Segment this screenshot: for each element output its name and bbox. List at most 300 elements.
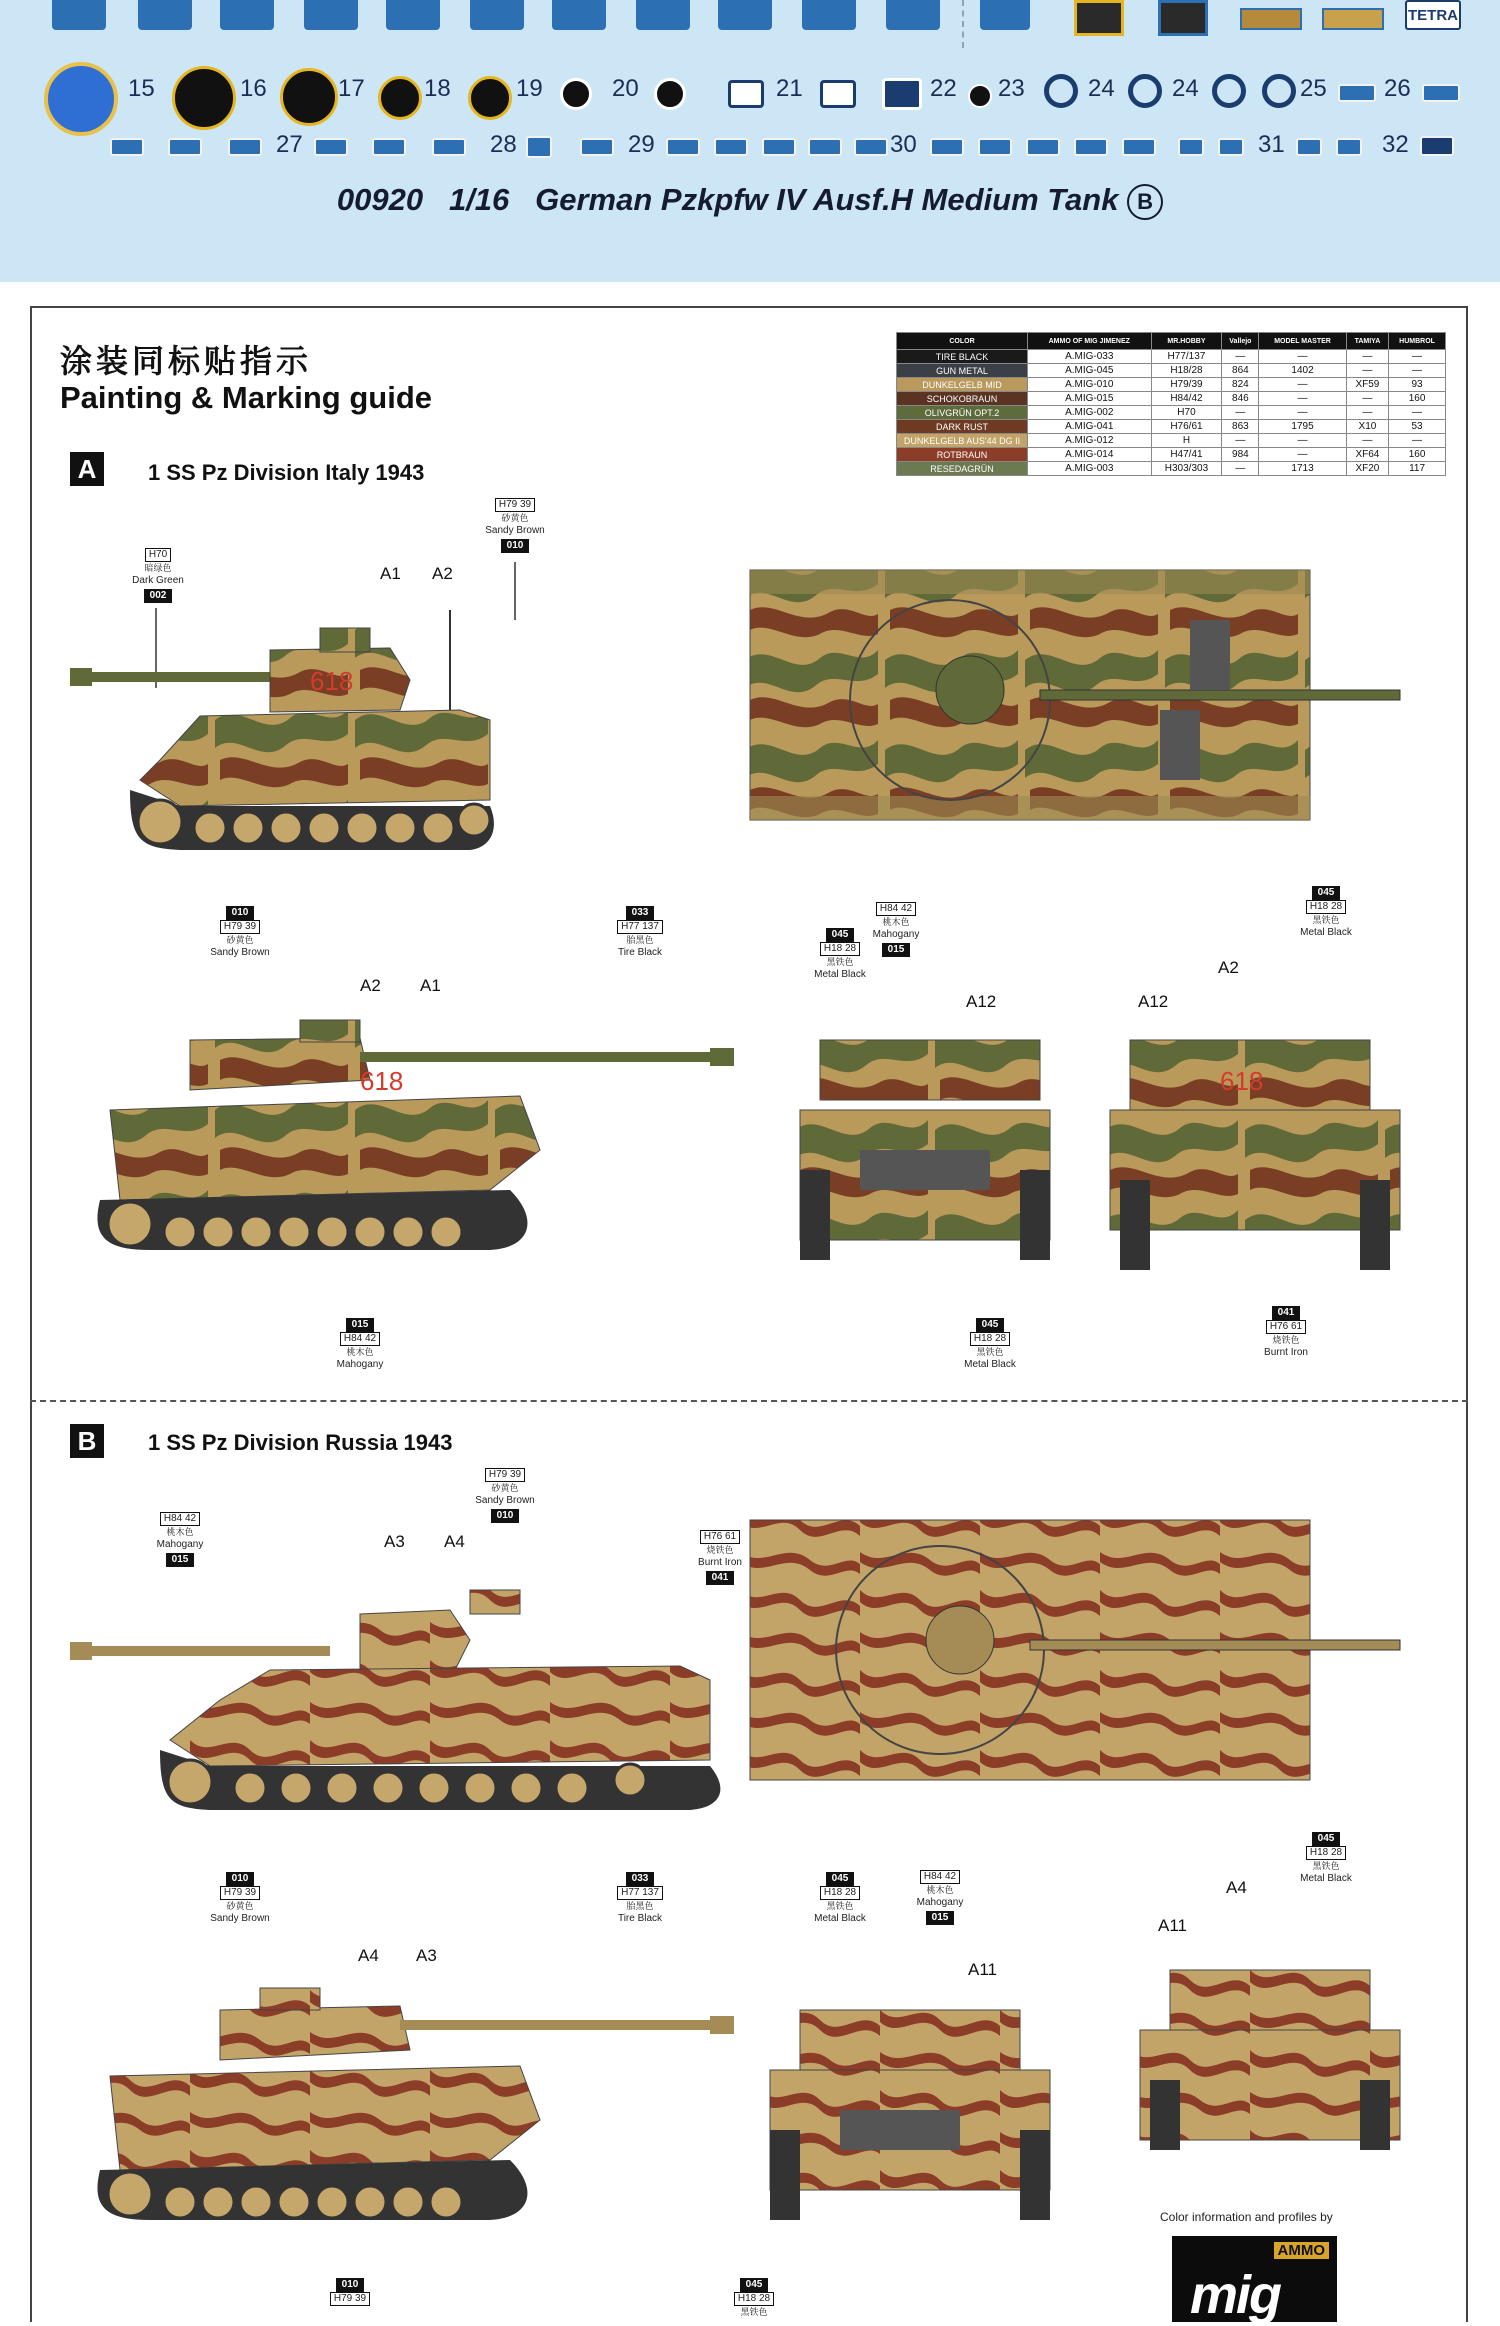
scheme-b-side-view-left xyxy=(70,1570,750,1830)
callout-burnt-iron xyxy=(1246,1304,1326,1359)
dot-decal-icon xyxy=(968,84,992,108)
hobby-code: H77 137 xyxy=(617,920,663,934)
plate-decal-icon xyxy=(372,138,406,156)
ammo-mig-logo xyxy=(1172,2236,1337,2325)
hobby-code: H70 xyxy=(145,548,171,562)
table-cell: 160 xyxy=(1389,448,1446,462)
plate-decal-icon xyxy=(762,138,796,156)
callout-mahogany xyxy=(140,1512,220,1567)
table-cell: A.MIG-002 xyxy=(1028,406,1152,420)
ammo-code: 041 xyxy=(1272,1306,1301,1320)
table-cell: H xyxy=(1151,434,1222,448)
colour-name-cn: 砂黄色 xyxy=(491,1483,519,1493)
hobby-code: H84 42 xyxy=(876,902,916,916)
table-cell: — xyxy=(1259,378,1346,392)
plate-decal-icon xyxy=(110,138,144,156)
product-code: 00920 xyxy=(336,182,424,217)
table-cell: 93 xyxy=(1389,378,1446,392)
colour-name-cn: 黑铁色 xyxy=(826,957,854,967)
data-plate-decal xyxy=(1322,8,1384,30)
callout-metal-black xyxy=(724,2276,784,2319)
table-cell: — xyxy=(1346,392,1388,406)
ring-decal-icon xyxy=(1212,74,1246,108)
table-cell: — xyxy=(1222,350,1259,364)
scheme-a-front-view xyxy=(790,1020,1060,1280)
colour-reference-table xyxy=(896,332,1446,476)
logo-badge: AMMO xyxy=(1274,2242,1330,2259)
table-cell: — xyxy=(1222,462,1259,476)
decal-number: 21 xyxy=(776,75,803,102)
decal-number: 30 xyxy=(890,131,917,158)
colour-name-cn: 胎黑色 xyxy=(626,935,654,945)
ammo-code: 015 xyxy=(346,1318,375,1332)
colour-name-en: Metal Black xyxy=(1300,927,1352,938)
decal-label xyxy=(470,0,524,30)
guide-title-cn: 涂装同标贴指示 xyxy=(60,343,313,379)
turret-number: 618 xyxy=(1220,1066,1264,1096)
decal-label xyxy=(636,0,690,30)
ammo-code: 045 xyxy=(1312,1832,1341,1846)
scheme-a-badge: A xyxy=(70,452,104,486)
colour-swatch-cell: TIRE BLACK xyxy=(897,350,1028,364)
ammo-code: 045 xyxy=(826,928,855,942)
colour-name-cn: 黑铁色 xyxy=(976,1347,1004,1357)
plate-decal-icon xyxy=(526,136,552,158)
callout-mahogany xyxy=(856,902,936,957)
callout-metal-black xyxy=(800,1870,880,1925)
decal-top-strip xyxy=(0,0,1500,36)
table-cell: 1795 xyxy=(1259,420,1346,434)
colour-swatch-cell: ROTBRAUN xyxy=(897,448,1028,462)
table-cell: — xyxy=(1346,364,1388,378)
ammo-code: 010 xyxy=(226,906,255,920)
scheme-a-side-view-right xyxy=(70,1000,750,1260)
scheme-b-badge: B xyxy=(70,1424,104,1458)
plate-decal-icon xyxy=(580,138,614,156)
callout-metal-black xyxy=(1286,884,1366,939)
product-name: German Pzkpfw IV Ausf.H Medium Tank xyxy=(535,182,1119,217)
dial-decal-icon xyxy=(654,78,686,110)
decal-number: 31 xyxy=(1258,131,1285,158)
table-cell: — xyxy=(1259,392,1346,406)
ammo-code: 010 xyxy=(501,539,530,553)
table-cell: XF59 xyxy=(1346,378,1388,392)
decal-number: 24 xyxy=(1172,75,1199,102)
table-row xyxy=(897,378,1446,392)
callout-sandy-brown xyxy=(320,2276,380,2306)
hobby-code: H79 39 xyxy=(220,920,260,934)
colour-name-cn: 桃木色 xyxy=(926,1885,954,1895)
table-cell: 117 xyxy=(1389,462,1446,476)
table-row xyxy=(897,350,1446,364)
data-plate-decal xyxy=(1240,8,1302,30)
table-header: COLOR xyxy=(897,333,1028,350)
panel-decal-icon xyxy=(820,80,856,108)
ammo-code: 010 xyxy=(336,2278,365,2292)
marker-label: A3 xyxy=(384,1532,405,1551)
scheme-a-side-view-left xyxy=(70,610,750,870)
ammo-code: 010 xyxy=(226,1872,255,1886)
table-cell: — xyxy=(1346,406,1388,420)
table-cell: A.MIG-010 xyxy=(1028,378,1152,392)
colour-name-cn: 桃木色 xyxy=(166,1527,194,1537)
scheme-b-top-view xyxy=(740,1500,1420,1800)
colour-name-en: Sandy Brown xyxy=(475,1495,535,1506)
table-header: MODEL MASTER xyxy=(1259,333,1346,350)
colour-swatch-cell: DUNKELGELB AUS'44 DG II xyxy=(897,434,1028,448)
scheme-b-title: 1 SS Pz Division Russia 1943 xyxy=(148,1430,453,1455)
table-cell: H47/41 xyxy=(1151,448,1222,462)
marker-label: A2 xyxy=(1218,958,1239,977)
guide-title-en: Painting & Marking guide xyxy=(60,380,433,415)
product-scale: 1/16 xyxy=(448,182,510,217)
table-cell: — xyxy=(1346,434,1388,448)
plate-decal-icon xyxy=(314,138,348,156)
hobby-code: H77 137 xyxy=(617,1886,663,1900)
scheme-b-side-view-right xyxy=(70,1980,750,2230)
instrument-decal xyxy=(1074,0,1124,36)
table-cell: H84/42 xyxy=(1151,392,1222,406)
table-row xyxy=(897,434,1446,448)
decal-number: 17 xyxy=(338,75,365,102)
ammo-code: 041 xyxy=(706,1571,735,1585)
hobby-code: H79 39 xyxy=(495,498,535,512)
ring-decal-icon xyxy=(1128,74,1162,108)
table-cell: — xyxy=(1389,434,1446,448)
colour-swatch-cell: DUNKELGELB MID xyxy=(897,378,1028,392)
colour-name-cn: 暗绿色 xyxy=(144,563,172,573)
colour-name-en: Sandy Brown xyxy=(210,1913,270,1924)
table-cell: — xyxy=(1389,364,1446,378)
table-cell: 160 xyxy=(1389,392,1446,406)
table-row xyxy=(897,420,1446,434)
table-cell: H77/137 xyxy=(1151,350,1222,364)
table-cell: H70 xyxy=(1151,406,1222,420)
scheme-a-top-view xyxy=(740,550,1420,840)
colour-name-en: Metal Black xyxy=(814,969,866,980)
table-cell: — xyxy=(1346,350,1388,364)
table-cell: 824 xyxy=(1222,378,1259,392)
colour-name-en: Burnt Iron xyxy=(1264,1347,1308,1358)
colour-name-cn: 桃木色 xyxy=(882,917,910,927)
scheme-a-title: 1 SS Pz Division Italy 1943 xyxy=(148,460,425,485)
marker-label: A1 xyxy=(380,564,401,583)
ring-decal-icon xyxy=(1262,74,1296,108)
product-title xyxy=(0,182,1500,220)
colour-swatch-cell: RESEDAGRÜN xyxy=(897,462,1028,476)
hobby-code: H79 39 xyxy=(220,1886,260,1900)
ring-decal-icon xyxy=(1044,74,1078,108)
decal-label xyxy=(138,0,192,30)
callout-sandy-brown xyxy=(200,904,280,959)
decal-number: 18 xyxy=(424,75,451,102)
decal-number: 22 xyxy=(930,75,957,102)
ammo-code: 045 xyxy=(826,1872,855,1886)
colour-name-cn: 黑铁色 xyxy=(1312,915,1340,925)
table-cell: — xyxy=(1389,406,1446,420)
turret-number: 618 xyxy=(360,1066,404,1096)
decal-divider xyxy=(962,0,964,48)
colour-name-cn: 烧铁色 xyxy=(1272,1335,1300,1345)
plate-decal-icon xyxy=(666,138,700,156)
decal-label xyxy=(802,0,856,30)
table-cell: A.MIG-012 xyxy=(1028,434,1152,448)
plate-decal-icon xyxy=(1336,138,1362,156)
scheme-divider xyxy=(30,1400,1468,1402)
table-cell: 1713 xyxy=(1259,462,1346,476)
colour-name-cn: 桃木色 xyxy=(346,1347,374,1357)
scheme-b-front-view xyxy=(760,2000,1060,2230)
turret-number: 618 xyxy=(310,666,354,696)
hobby-code: H79 39 xyxy=(485,1468,525,1482)
table-cell: H76/61 xyxy=(1151,420,1222,434)
marker-label: A2 xyxy=(432,564,453,583)
scheme-b-rear-view xyxy=(1130,1960,1410,2160)
compass-decal-icon xyxy=(44,62,118,136)
gauge-decal-icon xyxy=(172,66,236,130)
marker-label: A11 xyxy=(1158,1916,1187,1935)
plate-decal-icon xyxy=(854,138,888,156)
decal-label xyxy=(304,0,358,30)
plate-decal-icon xyxy=(930,138,964,156)
plate-decal-icon xyxy=(1074,138,1108,156)
gauge-decal-icon xyxy=(378,76,422,120)
table-cell: 984 xyxy=(1222,448,1259,462)
table-cell: 846 xyxy=(1222,392,1259,406)
decal-row-gauges xyxy=(0,60,1500,120)
decal-label xyxy=(52,0,106,30)
table-cell: A.MIG-045 xyxy=(1028,364,1152,378)
plate-decal-icon xyxy=(432,138,466,156)
callout-metal-black xyxy=(1286,1830,1366,1885)
gun-barrel xyxy=(80,672,290,682)
table-cell: A.MIG-003 xyxy=(1028,462,1152,476)
colour-name-cn: 胎黑色 xyxy=(626,1901,654,1911)
ammo-code: 010 xyxy=(491,1509,520,1523)
hobby-code: H18 28 xyxy=(970,1332,1010,1346)
decal-label xyxy=(718,0,772,30)
panel-decal-icon xyxy=(882,78,922,110)
table-cell: — xyxy=(1259,434,1346,448)
ammo-code: 045 xyxy=(740,2278,769,2292)
table-header: MR.HOBBY xyxy=(1151,333,1222,350)
table-cell: — xyxy=(1259,350,1346,364)
colour-name-cn: 烧铁色 xyxy=(706,1545,734,1555)
callout-mahogany xyxy=(320,1316,400,1371)
marker-label: A4 xyxy=(1226,1878,1247,1897)
colour-name-cn: 黑铁色 xyxy=(826,1901,854,1911)
callout-sandy-brown xyxy=(460,1468,550,1523)
plate-decal-icon xyxy=(978,138,1012,156)
decal-number: 20 xyxy=(612,75,639,102)
colour-name-en: Mahogany xyxy=(336,1359,384,1370)
version-badge: B xyxy=(1127,184,1163,220)
table-header: AMMO OF MIG JIMENEZ xyxy=(1028,333,1152,350)
marker-label: A2 xyxy=(360,976,381,995)
colour-name-en: Mahogany xyxy=(872,929,920,940)
marker-label: A4 xyxy=(358,1946,379,1965)
decal-number: 25 xyxy=(1300,75,1327,102)
ammo-code: 045 xyxy=(1312,886,1341,900)
plate-decal-icon xyxy=(1218,138,1244,156)
decal-number: 16 xyxy=(240,75,267,102)
marker-label: A12 xyxy=(966,992,997,1011)
colour-name-cn: 砂黄色 xyxy=(226,935,254,945)
callout-tire-black xyxy=(600,1870,680,1925)
marker-label: A1 xyxy=(420,976,441,995)
plate-decal-icon xyxy=(714,138,748,156)
decal-number: 19 xyxy=(516,75,543,102)
marker-label: A12 xyxy=(1138,992,1169,1011)
decal-number: 27 xyxy=(276,131,303,158)
table-header: HUMBROL xyxy=(1389,333,1446,350)
plate-decal-icon xyxy=(1296,138,1322,156)
plate-decal-icon xyxy=(168,138,202,156)
hobby-code: H18 28 xyxy=(734,2292,774,2306)
hobby-code: H84 42 xyxy=(340,1332,380,1346)
table-cell: A.MIG-041 xyxy=(1028,420,1152,434)
colour-name-cn: 砂黄色 xyxy=(226,1901,254,1911)
colour-swatch-cell: SCHOKOBRAUN xyxy=(897,392,1028,406)
table-row xyxy=(897,364,1446,378)
colour-name-cn: 黑铁色 xyxy=(1312,1861,1340,1871)
decal-label xyxy=(386,0,440,30)
colour-name-en: Mahogany xyxy=(156,1539,204,1550)
colour-name-en: Burnt Iron xyxy=(698,1557,742,1568)
hobby-code: H76 61 xyxy=(700,1530,740,1544)
plate-decal-icon xyxy=(228,138,262,156)
panel-decal-icon xyxy=(728,80,764,108)
table-row xyxy=(897,392,1446,406)
plate-decal-icon xyxy=(808,138,842,156)
table-cell: — xyxy=(1259,406,1346,420)
ammo-code: 015 xyxy=(166,1553,195,1567)
table-cell: 53 xyxy=(1389,420,1446,434)
marker-label: A11 xyxy=(968,1960,997,1979)
callout-metal-black xyxy=(950,1316,1030,1371)
hobby-code: H18 28 xyxy=(820,942,860,956)
table-cell: H18/28 xyxy=(1151,364,1222,378)
decal-number: 28 xyxy=(490,131,517,158)
hobby-code: H18 28 xyxy=(820,1886,860,1900)
table-cell: — xyxy=(1259,448,1346,462)
ammo-code: 002 xyxy=(144,589,173,603)
table-cell: 863 xyxy=(1222,420,1259,434)
credit-text: Color information and profiles by xyxy=(1160,2210,1333,2224)
decal-number: 29 xyxy=(628,131,655,158)
callout-dark-green xyxy=(118,548,198,603)
colour-swatch-cell: OLIVGRÜN OPT.2 xyxy=(897,406,1028,420)
hobby-code: H18 28 xyxy=(1306,900,1346,914)
decal-label xyxy=(886,0,940,30)
colour-table-body xyxy=(897,350,1446,476)
plate-decal-icon xyxy=(1026,138,1060,156)
plate-decal-icon xyxy=(1122,138,1156,156)
scheme-a-rear-view xyxy=(1100,1020,1420,1280)
table-cell: X10 xyxy=(1346,420,1388,434)
colour-name-en: Tire Black xyxy=(617,1913,663,1924)
colour-name-en: Sandy Brown xyxy=(210,947,270,958)
tetra-decal: TETRA xyxy=(1405,0,1461,30)
dial-decal-icon xyxy=(560,78,592,110)
ammo-code: 015 xyxy=(882,943,911,957)
colour-name-cn: 黑铁色 xyxy=(740,2307,768,2317)
plate-decal-icon xyxy=(1420,136,1454,156)
marker-label: A3 xyxy=(416,1946,437,1965)
callout-sandy-brown xyxy=(200,1870,280,1925)
callout-tire-black xyxy=(600,904,680,959)
table-cell: A.MIG-015 xyxy=(1028,392,1152,406)
table-cell: A.MIG-014 xyxy=(1028,448,1152,462)
gauge-decal-icon xyxy=(468,76,512,120)
table-cell: A.MIG-033 xyxy=(1028,350,1152,364)
colour-swatch-cell: DARK RUST xyxy=(897,420,1028,434)
colour-name-en: Tire Black xyxy=(617,947,663,958)
decal-number: 23 xyxy=(998,75,1025,102)
gauge-decal-icon xyxy=(280,68,338,126)
colour-name-en: Mahogany xyxy=(916,1897,964,1908)
table-header: TAMIYA xyxy=(1346,333,1388,350)
ammo-code: 015 xyxy=(926,1911,955,1925)
table-row xyxy=(897,406,1446,420)
colour-name-en: Metal Black xyxy=(814,1913,866,1924)
logo-word: mig xyxy=(1190,2265,1281,2325)
table-cell: H79/39 xyxy=(1151,378,1222,392)
marker-label: A4 xyxy=(444,1532,465,1551)
table-cell: XF64 xyxy=(1346,448,1388,462)
ammo-code: 045 xyxy=(976,1318,1005,1332)
table-cell: — xyxy=(1389,350,1446,364)
decal-number: 24 xyxy=(1088,75,1115,102)
table-header-row xyxy=(897,333,1446,350)
hobby-code: H84 42 xyxy=(920,1870,960,1884)
decal-label xyxy=(552,0,606,30)
colour-name-en: Dark Green xyxy=(132,575,184,586)
table-cell: XF20 xyxy=(1346,462,1388,476)
hobby-code: H18 28 xyxy=(1306,1846,1346,1860)
table-cell: — xyxy=(1222,434,1259,448)
callout-sandy-brown xyxy=(470,498,560,553)
table-cell: 864 xyxy=(1222,364,1259,378)
instrument-decal xyxy=(1158,0,1208,36)
plate-decal-icon xyxy=(1178,138,1204,156)
decal-sheet xyxy=(0,0,1500,282)
hobby-code: H79 39 xyxy=(330,2292,370,2306)
plate-decal-icon xyxy=(1338,84,1376,102)
decal-row-plates xyxy=(0,128,1500,188)
ammo-code: 033 xyxy=(626,1872,655,1886)
decal-number: 26 xyxy=(1384,75,1411,102)
colour-name-en: Metal Black xyxy=(964,1359,1016,1370)
table-row xyxy=(897,462,1446,476)
colour-name-cn: 砂黄色 xyxy=(501,513,529,523)
colour-name-en: Sandy Brown xyxy=(485,525,545,536)
hobby-code: H76 61 xyxy=(1266,1320,1306,1334)
table-header: Vallejo xyxy=(1222,333,1259,350)
table-cell: 1402 xyxy=(1259,364,1346,378)
decal-number: 32 xyxy=(1382,131,1409,158)
ammo-code: 033 xyxy=(626,906,655,920)
colour-swatch-cell: GUN METAL xyxy=(897,364,1028,378)
decal-label xyxy=(980,0,1030,30)
hobby-code: H84 42 xyxy=(160,1512,200,1526)
colour-name-en: Metal Black xyxy=(1300,1873,1352,1884)
table-row xyxy=(897,448,1446,462)
table-cell: H303/303 xyxy=(1151,462,1222,476)
table-cell: — xyxy=(1222,406,1259,420)
decal-number: 15 xyxy=(128,75,155,102)
decal-label xyxy=(220,0,274,30)
